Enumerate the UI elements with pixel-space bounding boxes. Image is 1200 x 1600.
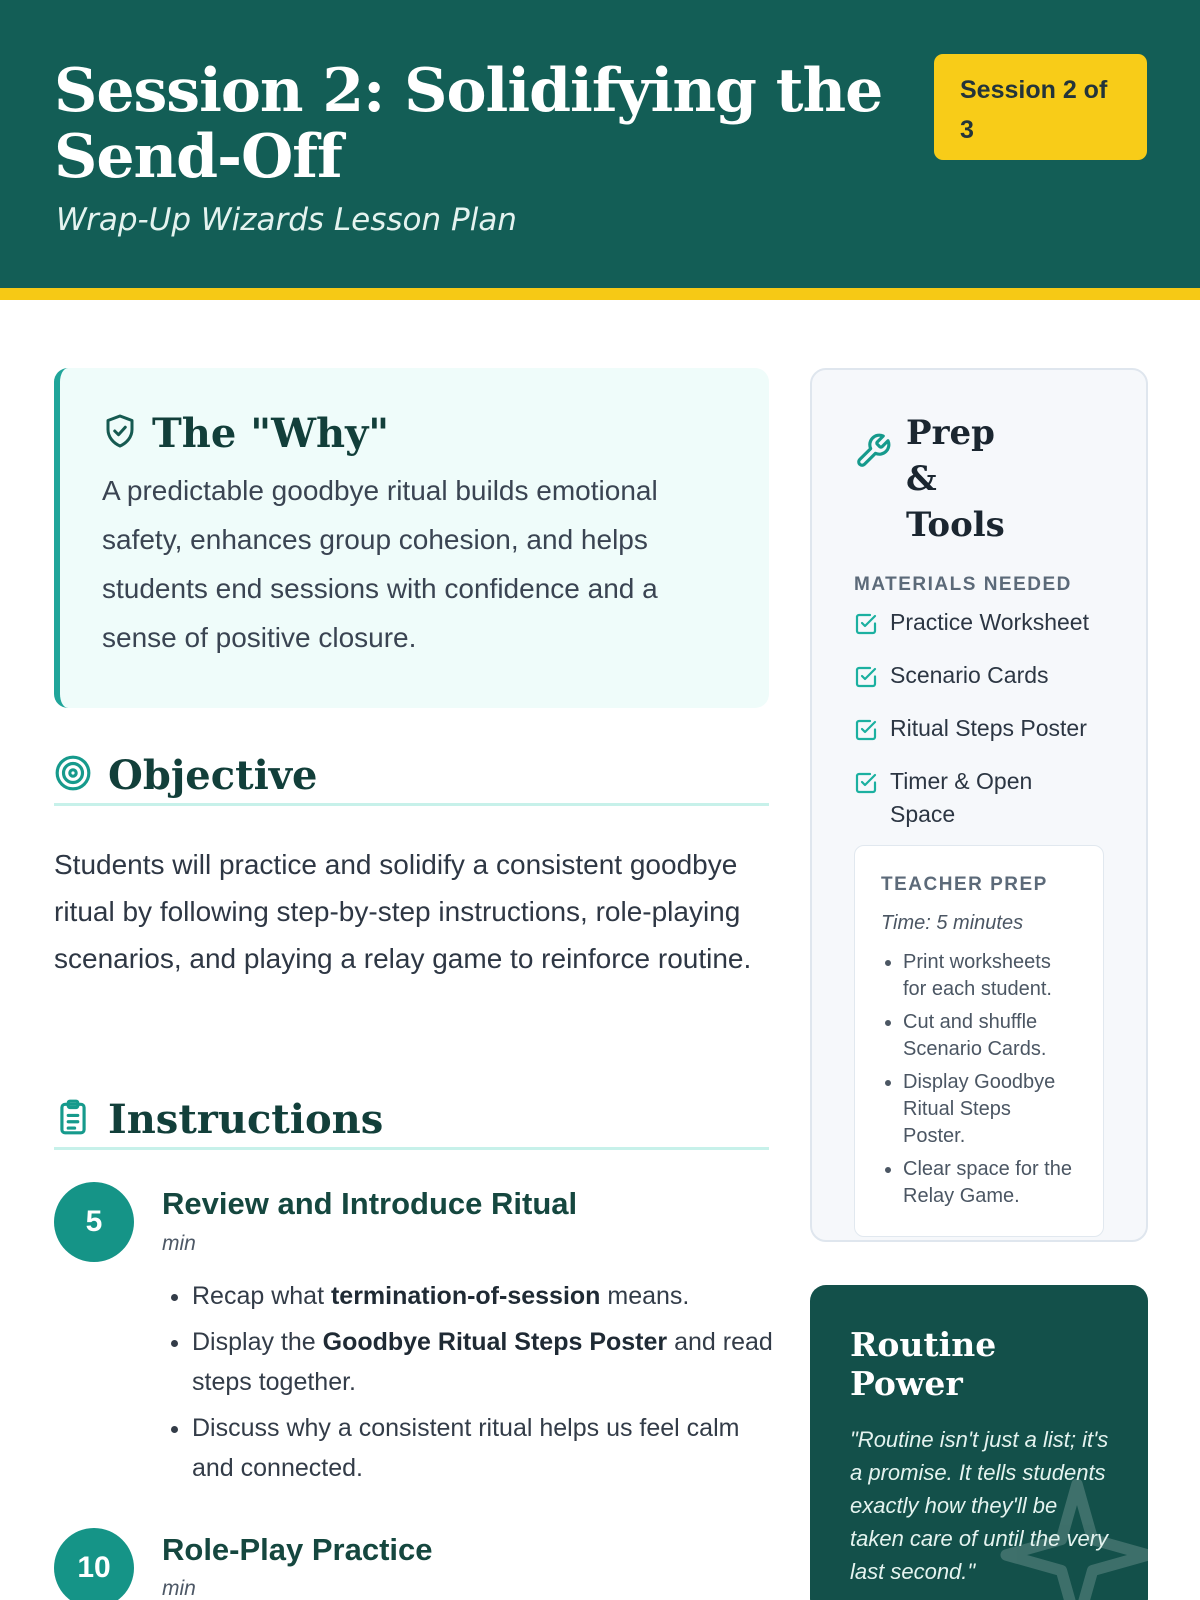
list-item: • Cut and shuffle Scenario Cards. xyxy=(903,1009,1077,1063)
clipboard-icon xyxy=(54,1098,92,1141)
routine-title: Routine Power xyxy=(850,1325,997,1403)
teacher-prep-list xyxy=(881,949,1077,1210)
list-item: • Display the Goodbye Ritual Steps Poster and read steps together. xyxy=(192,1322,777,1402)
objective-title: Objective xyxy=(108,752,318,799)
list-item: Timer & Open Space xyxy=(854,765,1104,831)
teacher-prep-label: TEACHER PREP xyxy=(881,874,1048,895)
objective-text: Students will practice and solidify a consistent goodbye ritual by following step-by-step instructions, role-playing scenarios, and playing a relay game to reinforce routine. xyxy=(54,849,752,974)
list-item: • Discuss why a consistent ritual helps us feel calm and connected. xyxy=(192,1408,777,1488)
objective-heading xyxy=(54,748,769,806)
step-title: Role-Play Practice xyxy=(162,1532,433,1567)
wrench-icon xyxy=(854,432,892,475)
target-icon xyxy=(54,754,92,797)
teacher-prep-box xyxy=(854,845,1104,1237)
list-item: • Recap what termination-of-session means. xyxy=(192,1276,777,1316)
why-title: The "Why" xyxy=(152,409,390,457)
checkbox-check-icon xyxy=(854,606,878,645)
routine-quote: "Routine isn't just a list; it's a promise. It tells students exactly how they'll be taken care of until the very last second." xyxy=(850,1427,1109,1584)
step-title: Review and Introduce Ritual xyxy=(162,1186,578,1221)
instructions-title: Instructions xyxy=(108,1096,384,1143)
checkbox-check-icon xyxy=(854,765,878,831)
list-item: • Print worksheets for each student. xyxy=(903,949,1077,1003)
list-item: Scenario Cards xyxy=(854,659,1104,698)
prep-title: Prep & Tools xyxy=(906,413,1005,545)
list-item: • Clear space for the Relay Game. xyxy=(903,1156,1077,1210)
routine-power-card xyxy=(810,1285,1148,1600)
step-duration-badge: 10 xyxy=(54,1528,134,1600)
page-title: Session 2: Solidifying the Send-Off xyxy=(54,56,883,192)
page-subtitle: Wrap-Up Wizards Lesson Plan xyxy=(56,202,517,238)
step-duration-badge: 5 xyxy=(54,1182,134,1262)
session-badge: Session 2 of 3 xyxy=(934,54,1147,160)
materials-list xyxy=(854,606,1104,831)
materials-label: MATERIALS NEEDED xyxy=(854,574,1072,595)
list-item: • Display Goodbye Ritual Steps Poster. xyxy=(903,1069,1077,1150)
checkbox-check-icon xyxy=(854,659,878,698)
shield-check-icon xyxy=(102,412,138,455)
page-header xyxy=(0,0,1200,300)
list-item: Practice Worksheet xyxy=(854,606,1104,645)
step-duration-unit: min xyxy=(162,1577,196,1600)
list-item: Ritual Steps Poster xyxy=(854,712,1104,751)
why-text: A predictable goodbye ritual builds emotional safety, enhances group cohesion, and helps students end sessions with confidence and a sense of positive closure. xyxy=(102,475,658,653)
instructions-heading xyxy=(54,1092,769,1150)
step-list xyxy=(192,1276,777,1494)
why-card xyxy=(54,368,769,708)
teacher-prep-time: Time: 5 minutes xyxy=(881,912,1024,934)
step-duration-unit: min xyxy=(162,1232,196,1255)
checkbox-check-icon xyxy=(854,712,878,751)
prep-tools-card xyxy=(810,368,1148,1242)
